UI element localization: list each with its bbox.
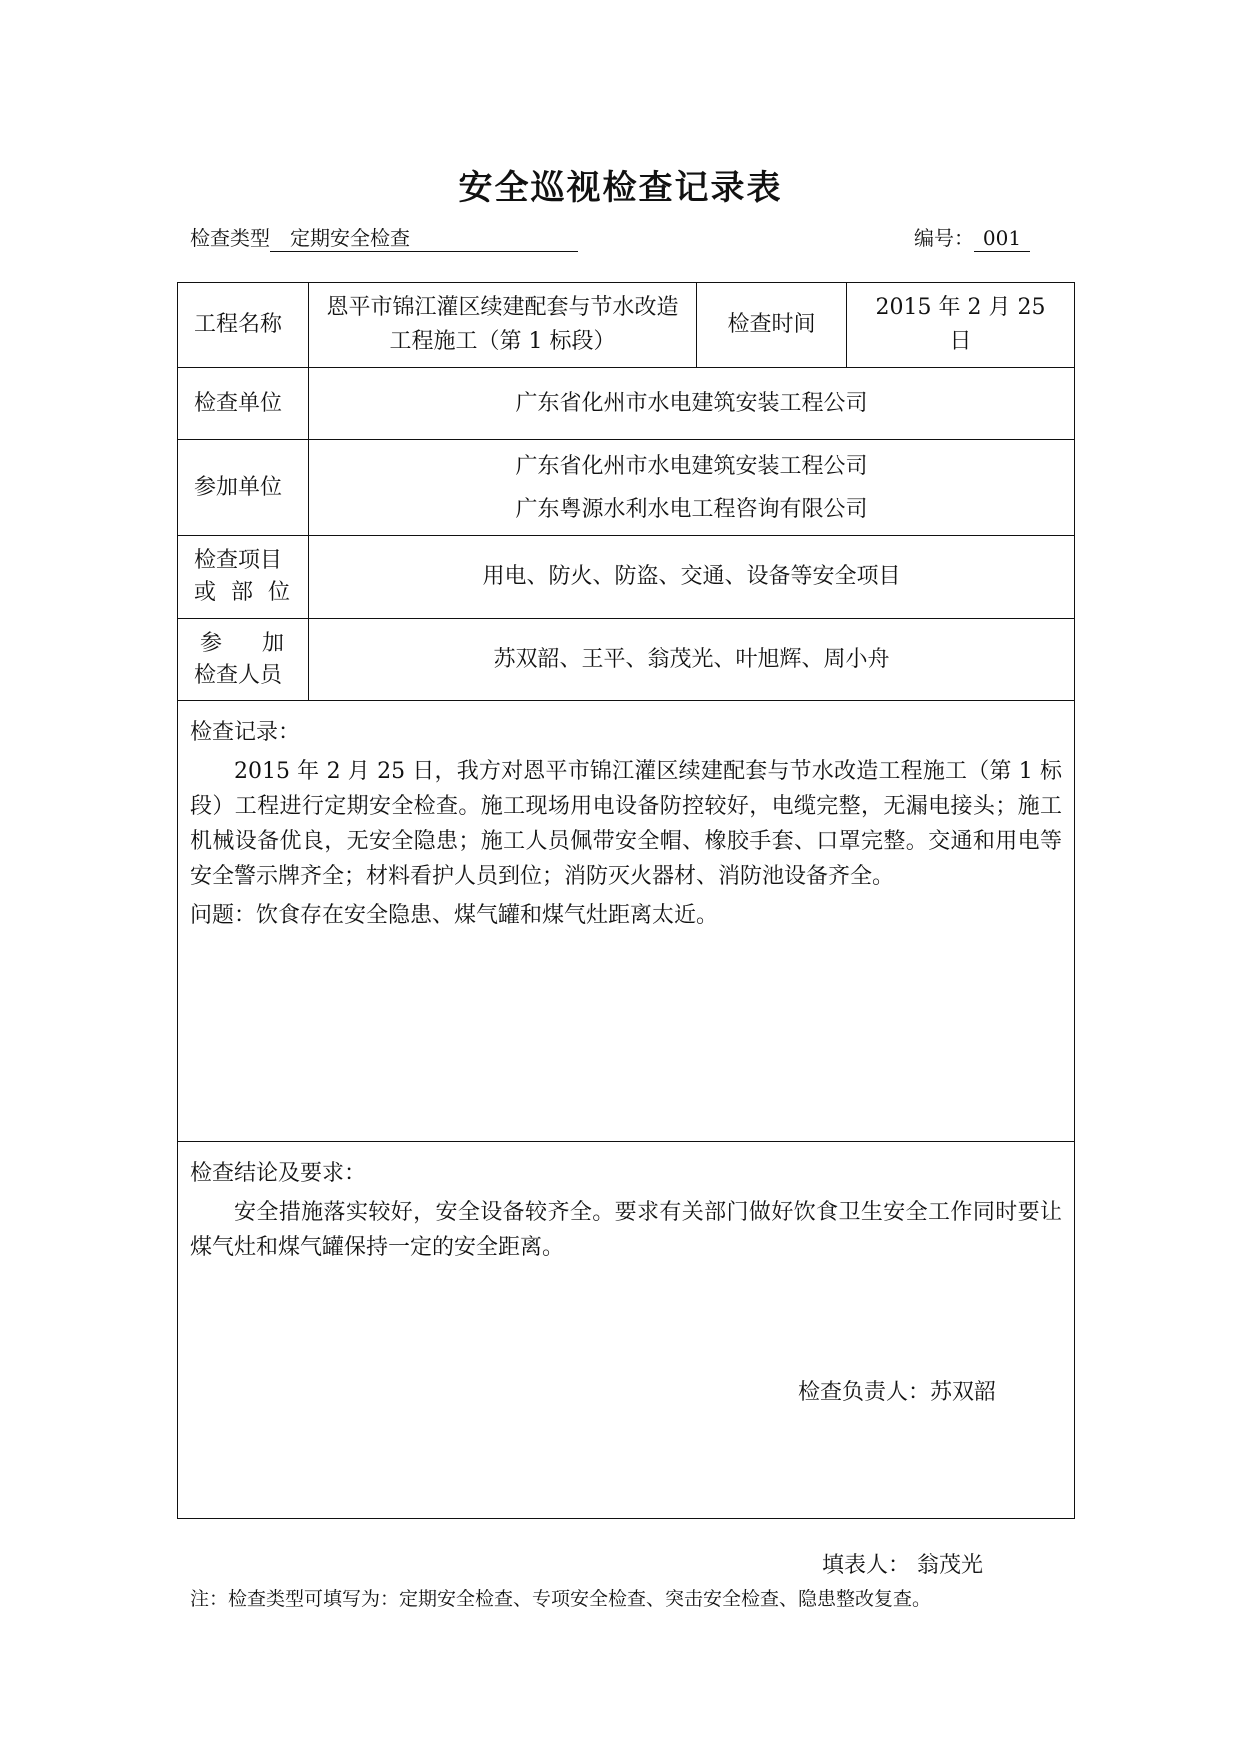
label-char: 位 (267, 580, 290, 605)
participating-units-row (178, 440, 1075, 536)
inspection-lead-signature: 检查负责人：苏双韶 (797, 1380, 996, 1405)
label-char: 或 (194, 580, 217, 605)
label-char: 部 (230, 580, 253, 605)
inspectors-label (178, 619, 309, 701)
conclusion-row (178, 1142, 1075, 1519)
project-name-value: 恩平市锦江灌区续建配套与节水改造工程施工（第 1 标段） (309, 283, 697, 368)
participating-units-label: 参加单位 (178, 440, 309, 536)
inspection-time-label: 检查时间 (697, 283, 847, 368)
inspection-items-value: 用电、防火、防盗、交通、设备等安全项目 (309, 536, 1075, 619)
inspection-type-label: 检查类型 (190, 226, 270, 250)
inspection-unit-label: 检查单位 (178, 368, 309, 440)
inspectors-row (178, 619, 1075, 701)
project-row (178, 283, 1075, 368)
conclusion-cell (178, 1142, 1075, 1519)
serial-number-value: 001 (974, 225, 1030, 252)
project-name-label: 工程名称 (178, 283, 309, 368)
inspection-issue-text: 问题：饮食存在安全隐患、煤气罐和煤气灶距离太近。 (190, 903, 719, 928)
inspection-unit-value: 广东省化州市水电建筑安装工程公司 (309, 368, 1075, 440)
inspection-record-table (177, 282, 1075, 1519)
inspection-record-row (178, 701, 1075, 1142)
inspection-items-label-line1 (194, 545, 290, 577)
inspection-time-value: 2015 年 2 月 25 日 (847, 283, 1075, 368)
inspection-unit-row (178, 368, 1075, 440)
inspection-record-cell (178, 701, 1075, 1142)
inspection-items-label (178, 536, 309, 619)
inspectors-value: 苏双韶、王平、翁茂光、叶旭辉、周小舟 (309, 619, 1075, 701)
inspection-record-heading: 检查记录： (190, 720, 301, 745)
inspectors-label-line2: 检查人员 (194, 662, 283, 688)
conclusion-heading: 检查结论及要求： (190, 1161, 367, 1186)
conclusion-text: 安全措施落实较好，安全设备较齐全。要求有关部门做好饮食卫生安全工作同时要让煤气灶和煤气罐保持一定的安全距离。 (190, 1200, 1062, 1260)
document-title: 安全巡视检查记录表 (458, 168, 783, 208)
inspection-type-value: 定期安全检查 (270, 225, 578, 252)
inspection-items-label-line2 (194, 577, 290, 609)
serial-number-label: 编号： (914, 226, 974, 250)
form-filler: 填表人： 翁茂光 (822, 1553, 983, 1578)
participating-units-cell (309, 440, 1075, 536)
participating-unit-1: 广东省化州市水电建筑安装工程公司 (515, 453, 868, 479)
inspection-record-text: 2015 年 2 月 25 日，我方对恩平市锦江灌区续建配套与节水改造工程施工（第 1 标段）工程进行定期安全检查。施工现场用电设备防控较好，电缆完整，无漏电接头；施工机械设备优良，无安全隐患；施工人员佩带安全帽、橡胶手套、口罩完整。交通和用电等安全警示牌齐全；材料看护人员到位；消防灭火器材、消防池设备齐全。 (190, 759, 1062, 889)
serial-number-line (914, 222, 1030, 252)
inspection-type-line (190, 222, 578, 252)
footnote: 注：检查类型可填写为：定期安全检查、专项安全检查、突击安全检查、隐患整改复查。 (190, 1588, 932, 1610)
label-char: 参 (200, 630, 223, 656)
inspection-items-row (178, 536, 1075, 619)
label-char: 加 (261, 630, 284, 656)
participating-unit-2: 广东粤源水利水电工程咨询有限公司 (515, 496, 868, 522)
inspection-items-label-text: 检查项目 (194, 548, 283, 573)
inspectors-label-line1 (194, 628, 290, 660)
